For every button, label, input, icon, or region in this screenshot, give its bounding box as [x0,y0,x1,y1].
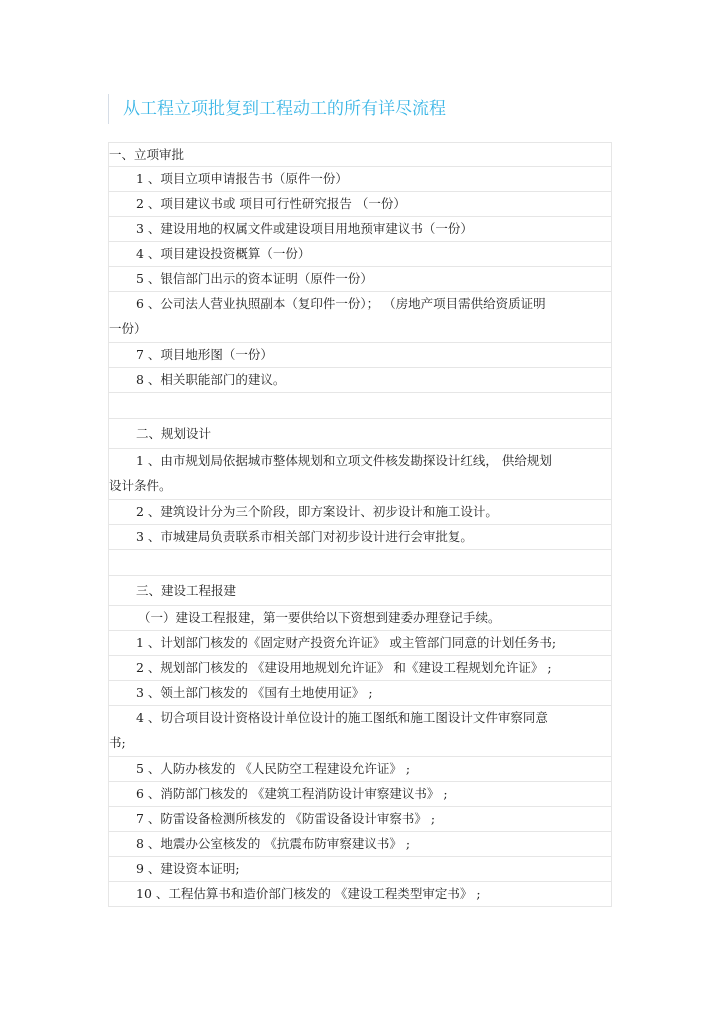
list-item: 1 、项目立项申请报告书（原件一份） [108,167,612,192]
list-item: 8 、相关职能部门的建议。 [108,368,612,393]
list-item: 1 、计划部门核发的《固定财产投资允许证》 或主管部门同意的计划任务书; [108,631,612,656]
list-item: 10 、工程估算书和造价部门核发的 《建设工程类型审定书》 ; [108,882,612,907]
list-item: 4 、切合项目设计资格设计单位设计的施工图纸和施工图设计文件审察同意 书; [108,706,612,757]
list-item: 7 、项目地形图（一份） [108,343,612,368]
list-item: 6 、公司法人营业执照副本（复印件一份）； （房地产项目需供给资质证明 一份） [108,292,612,343]
list-item: 1 、由市规划局依据城市整体规划和立项文件核发勘探设计红线， 供给规划 设计条件。 [108,449,612,500]
list-item: 2 、建筑设计分为三个阶段，即方案设计、初步设计和施工设计。 [108,500,612,525]
section-heading: 三、建设工程报建 [108,576,612,606]
list-item: 4 、项目建设投资概算（一份） [108,242,612,267]
list-item: 5 、人防办核发的 《人民防空工程建设允许证》 ; [108,757,612,782]
section-heading: 二、规划设计 [108,419,612,449]
page-title: 从工程立项批复到工程动工的所有详尽流程 [108,94,628,124]
list-item: 3 、市城建局负责联系市相关部门对初步设计进行会审批复。 [108,525,612,550]
blank-row [108,393,612,419]
list-item: 2 、项目建议书或 项目可行性研究报告 （一份） [108,192,612,217]
list-item: 5 、银信部门出示的资本证明（原件一份） [108,267,612,292]
document-body [108,142,612,907]
list-item: 3 、建设用地的权属文件或建设项目用地预审建议书（一份） [108,217,612,242]
blank-row [108,550,612,576]
list-item: 8 、地震办公室核发的 《抗震布防审察建议书》 ; [108,832,612,857]
list-item: 6 、消防部门核发的 《建筑工程消防设计审察建议书》 ; [108,782,612,807]
subsection-heading: （一）建设工程报建，第一要供给以下资想到建委办理登记手续。 [108,606,612,631]
section-heading: 一、立项审批 [108,142,612,167]
list-item: 3 、领土部门核发的 《国有土地使用证》 ; [108,681,612,706]
list-item: 2 、规划部门核发的 《建设用地规划允许证》 和《建设工程规划允许证》 ; [108,656,612,681]
list-item: 7 、防雷设备检测所核发的 《防雷设备设计审察书》 ; [108,807,612,832]
list-item: 9 、建设资本证明; [108,857,612,882]
